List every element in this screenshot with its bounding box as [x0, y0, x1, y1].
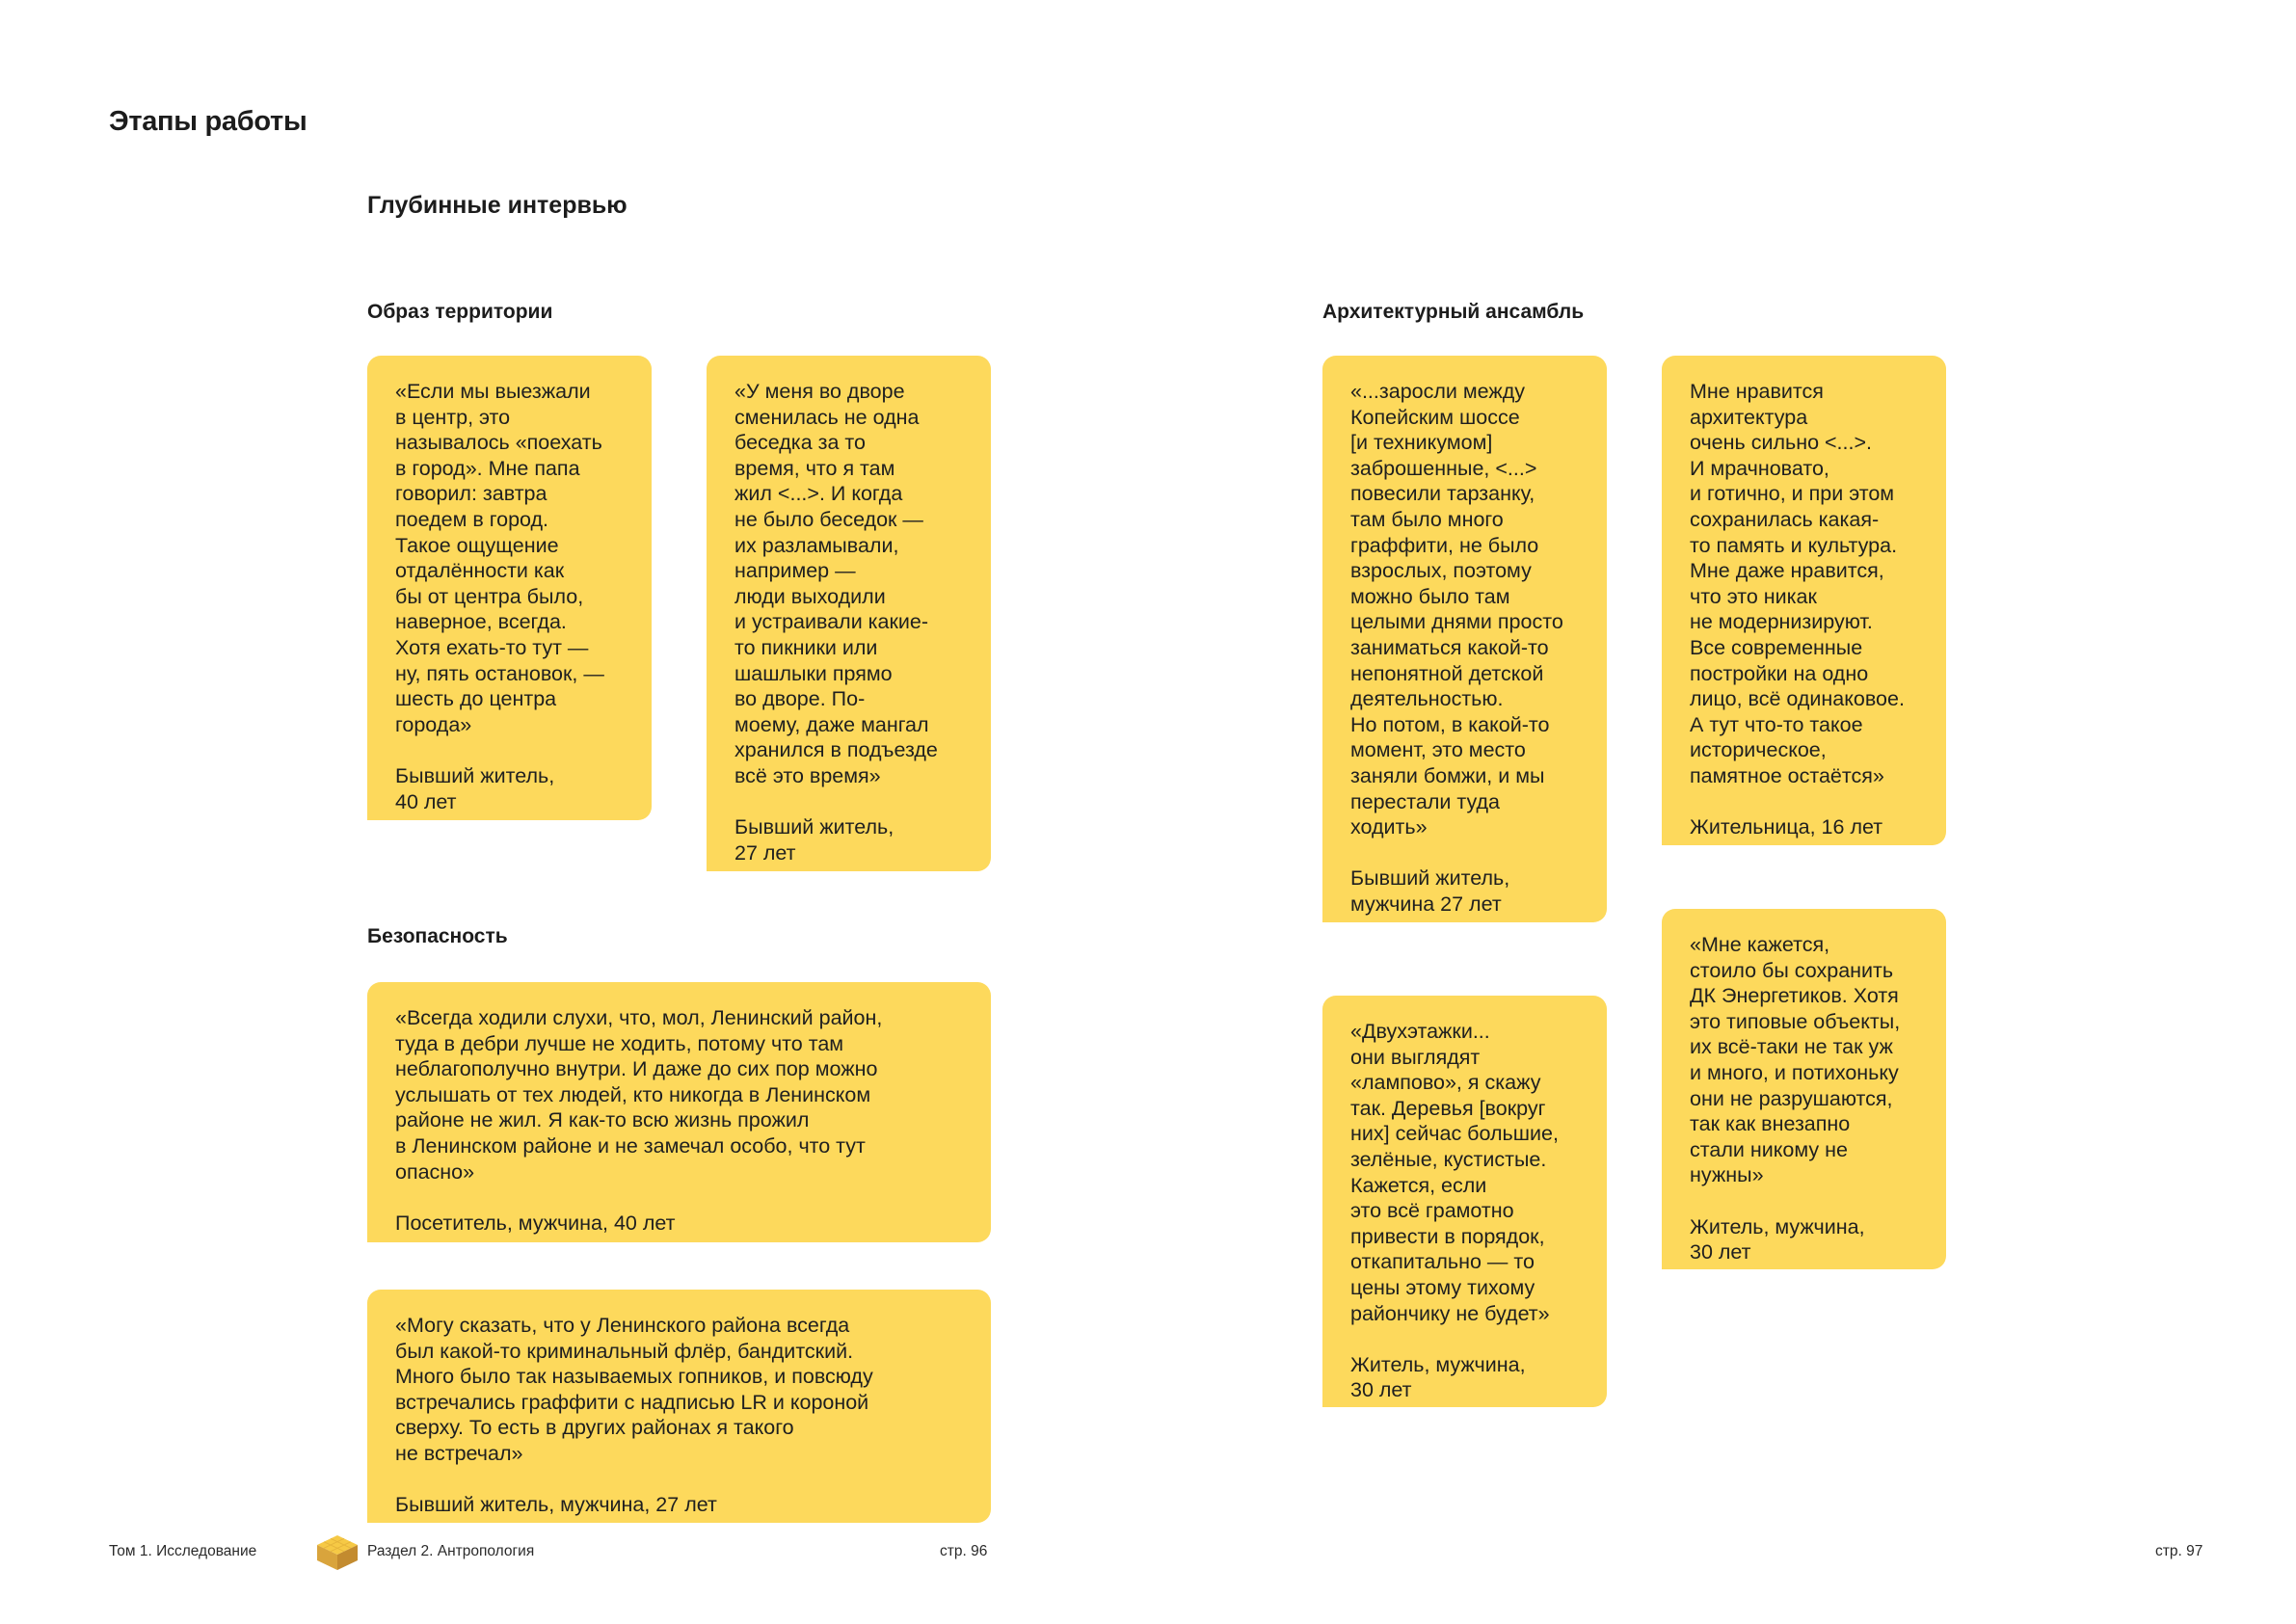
- footer-page-right: стр. 97: [2155, 1543, 2203, 1559]
- quote-card: [367, 356, 652, 820]
- quote-attribution: Бывший житель, мужчина 27 лет: [1350, 866, 1510, 916]
- page-subtitle: Глубинные интервью: [367, 192, 627, 219]
- quote-text: «Могу сказать, что у Ленинского района всегда был какой-то криминальный флёр, бандитский. Много было так называемых гопников, и повсюду встречались граффити с надписью LR и короной сверху. То есть в других районах я такого не встречал»: [395, 1314, 873, 1465]
- quote-card: [367, 982, 991, 1242]
- section-heading-image: Образ территории: [367, 301, 553, 323]
- quote-card: [1662, 356, 1946, 845]
- quote-text: «Если мы выезжали в центр, это называлось «поехать в город». Мне папа говорил: завтра поедем в город. Такое ощущение отдалённости как бы от центра было, наверное, всегда. Хотя ехать-то тут — ну, пять остановок, — шесть до центра города»: [395, 380, 604, 736]
- quote-attribution: Бывший житель, 40 лет: [395, 763, 555, 813]
- quote-card: [1322, 996, 1607, 1407]
- quote-attribution: Бывший житель, 27 лет: [734, 815, 894, 865]
- footer-page-left: стр. 96: [940, 1543, 988, 1559]
- quote-attribution: Посетитель, мужчина, 40 лет: [395, 1211, 676, 1235]
- quote-card: [707, 356, 991, 871]
- quote-attribution: Житель, мужчина, 30 лет: [1690, 1214, 1865, 1265]
- quote-attribution: Жительница, 16 лет: [1690, 815, 1883, 839]
- quote-card: [367, 1290, 991, 1523]
- quote-attribution: Бывший житель, мужчина, 27 лет: [395, 1493, 717, 1517]
- quote-attribution: Житель, мужчина, 30 лет: [1350, 1352, 1526, 1402]
- quote-text: «Мне кажется, стоило бы сохранить ДК Энергетиков. Хотя это типовые объекты, их всё-таки не так уж и много, и потихоньку они не разрушаются, так как внезапно стали никому не нужны»: [1690, 933, 1901, 1187]
- footer-section: Раздел 2. Антропология: [367, 1543, 535, 1559]
- quote-text: Мне нравится архитектура очень сильно <...>. И мрачновато, и готично, и при этом сохранилась какая- то память и культура. Мне даже нравится, что это никак не модернизируют. Все современные постройки на одно лицо, всё одинаковое. А тут что-то такое историческое, памятное остаётся»: [1690, 380, 1905, 787]
- quote-text: «У меня во дворе сменилась не одна беседка за то время, что я там жил <...>. И когда не было беседок — их разламывали, например — люди выходили и устраивали какие- то пикники или шашлыки прямо во дворе. По- моему, даже мангал хранился в подъезде всё это время»: [734, 380, 938, 787]
- footer-volume: Том 1. Исследование: [109, 1543, 257, 1559]
- section-heading-safety: Безопасность: [367, 925, 508, 947]
- page-title: Этапы работы: [109, 106, 307, 137]
- quote-card: [1662, 909, 1946, 1269]
- quote-card: [1322, 356, 1607, 922]
- cube-logo-icon: [315, 1533, 360, 1572]
- quote-text: «...заросли между Копейским шоссе [и техникумом] заброшенные, <...> повесили тарзанку, там было много граффити, не было взрослых, поэтому можно было там целыми днями просто заниматься какой-то непонятной детской деятельностью. Но потом, в какой-то момент, это место заняли бомжи, и мы перестали туда ходить»: [1350, 380, 1563, 839]
- section-heading-architecture: Архитектурный ансамбль: [1322, 301, 1585, 323]
- quote-text: «Всегда ходили слухи, что, мол, Ленинский район, туда в дебри лучше не ходить, потому что там неблагополучно внутри. И даже до сих пор можно услышать от тех людей, кто никогда в Ленинском районе не жил. Я как-то всю жизнь прожил в Ленинском районе и не замечал особо, что тут опасно»: [395, 1006, 883, 1184]
- quote-text: «Двухэтажки... они выглядят «лампово», я скажу так. Деревья [вокруг них] сейчас большие, зелёные, кустистые. Кажется, если это всё грамотно привести в порядок, откапитально — то цены этому тихому райончику не будет»: [1350, 1020, 1559, 1325]
